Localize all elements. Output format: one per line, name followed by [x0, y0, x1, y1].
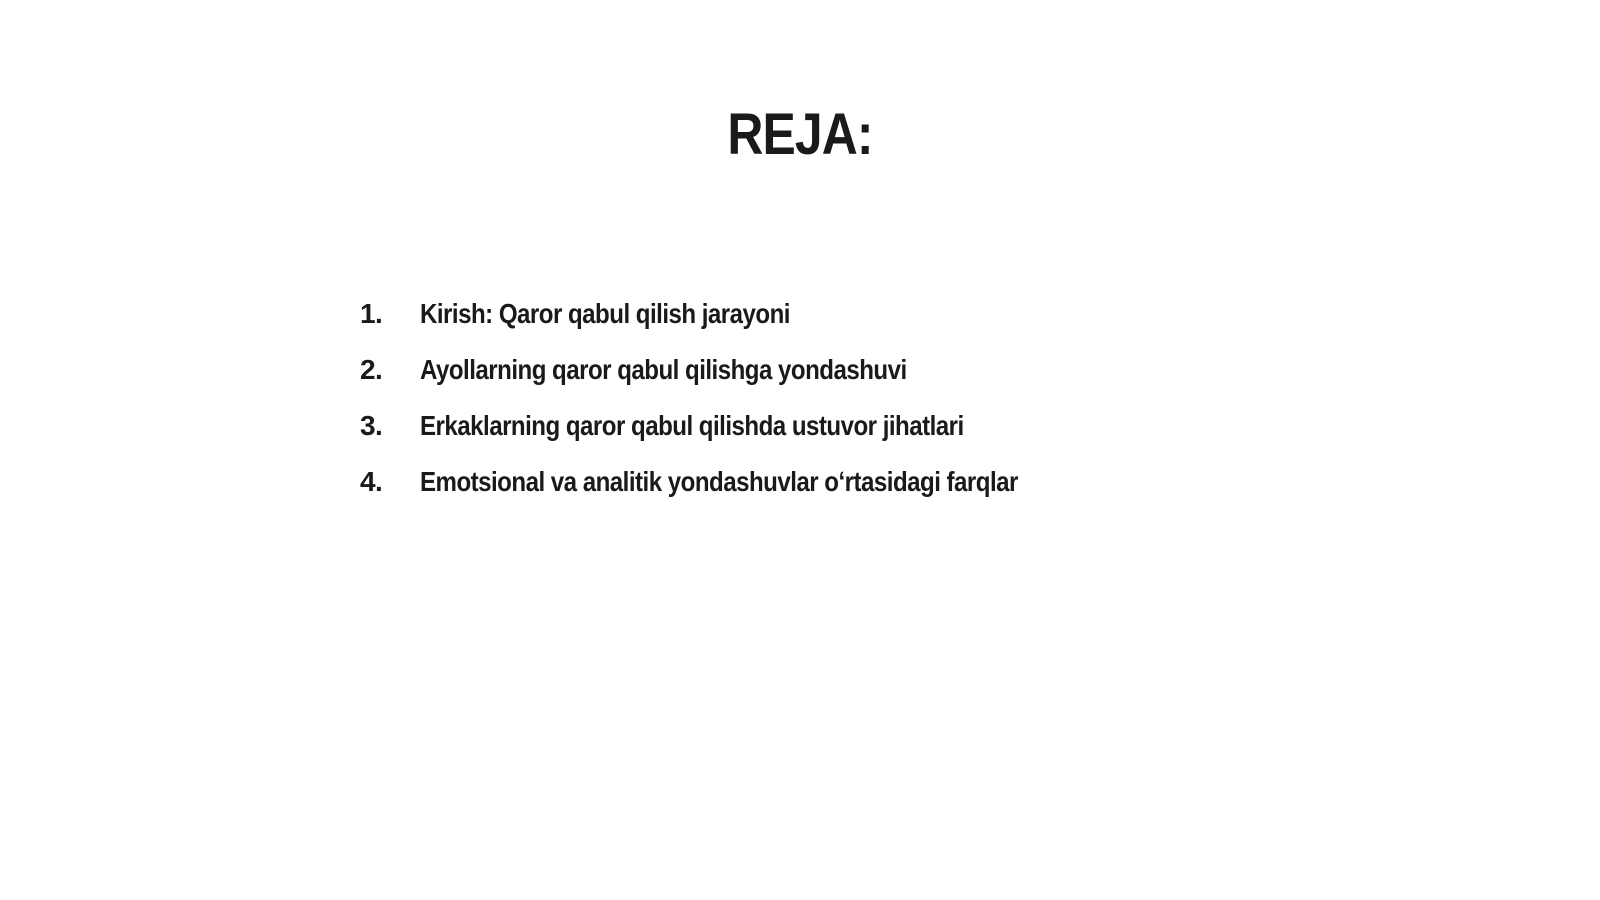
- list-item-text: Emotsional va analitik yondashuvlar oʻrtasidagi farqlar: [420, 466, 1018, 497]
- list-item-number: 1.: [360, 298, 383, 329]
- plan-list: [360, 286, 1260, 510]
- list-item-text: Ayollarning qaror qabul qilishga yondashuvi: [420, 354, 907, 385]
- list-item-number: 2.: [360, 354, 383, 385]
- list-item: [360, 454, 1260, 510]
- slide-title: REJA:: [727, 102, 873, 167]
- list-item-text: Kirish: Qaror qabul qilish jarayoni: [420, 298, 790, 329]
- list-item: [360, 398, 1260, 454]
- list-item-text: Erkaklarning qaror qabul qilishda ustuvor jihatlari: [420, 410, 964, 441]
- list-item: [360, 286, 1260, 342]
- list-item: [360, 342, 1260, 398]
- list-item-number: 4.: [360, 466, 383, 497]
- list-item-number: 3.: [360, 410, 383, 441]
